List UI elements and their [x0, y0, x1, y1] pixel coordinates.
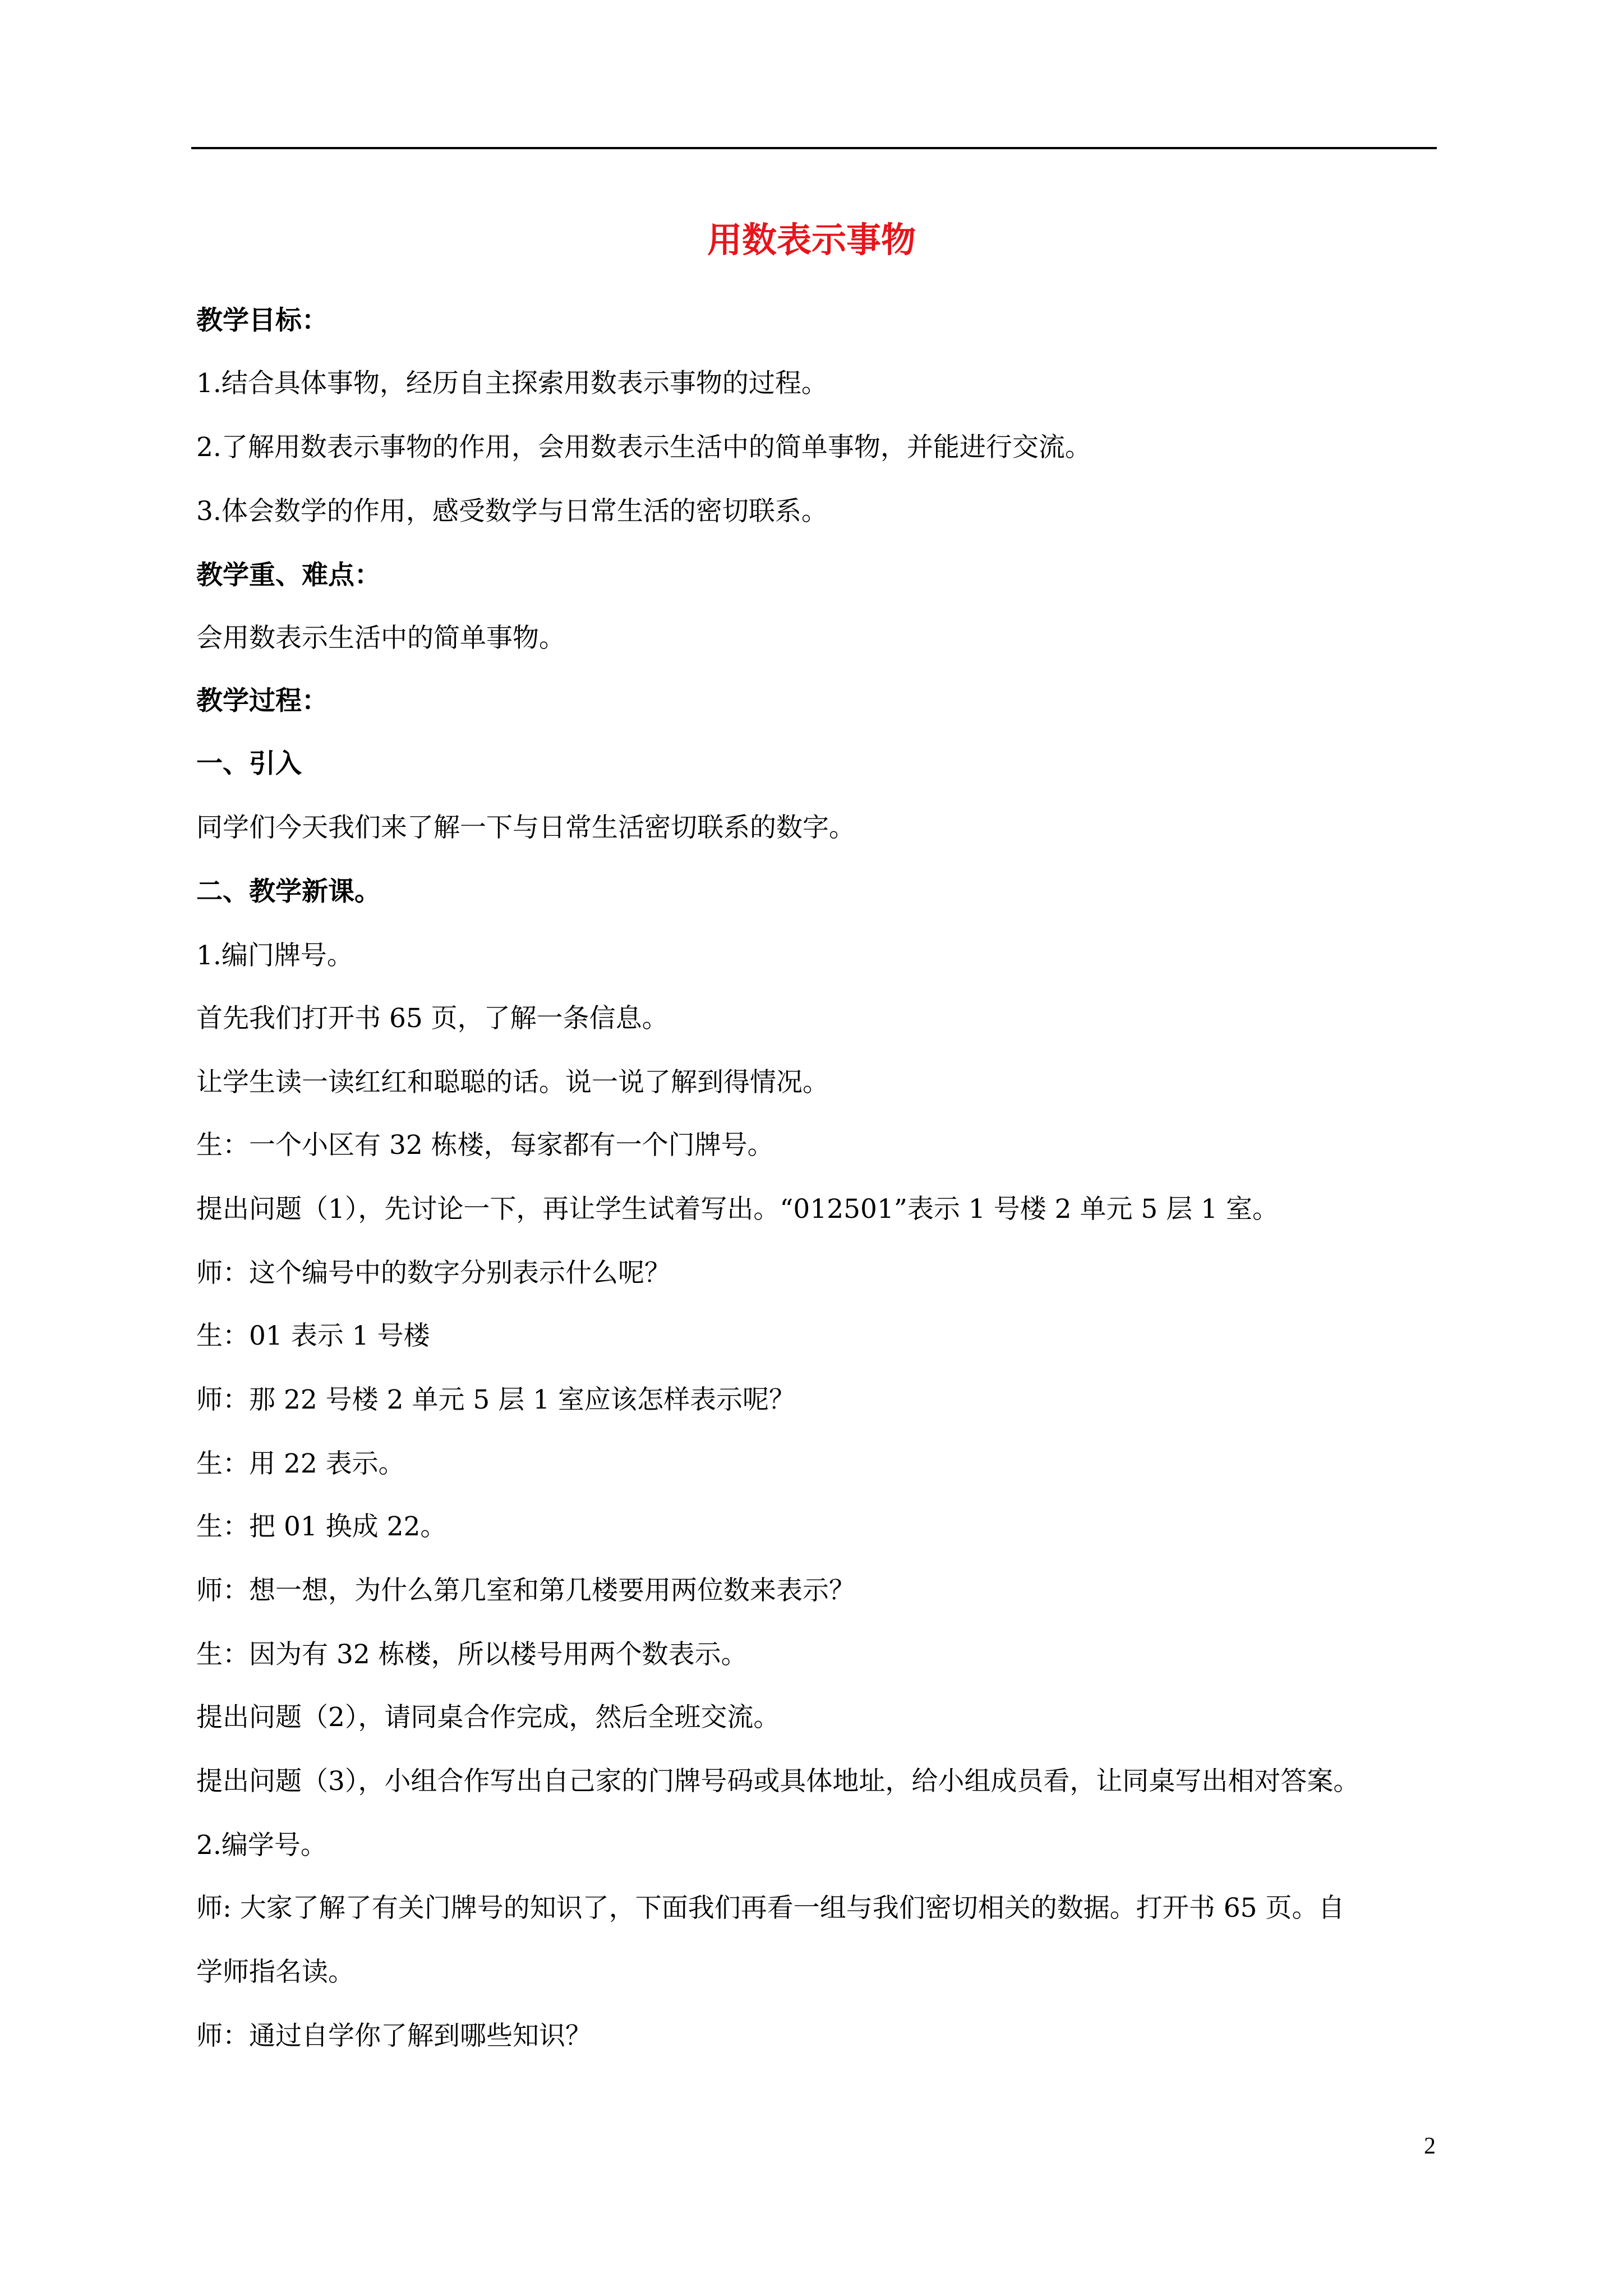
paragraph-line: 2.编学号。 [196, 1830, 327, 1861]
paragraph-line: 提出问题（3），小组合作写出自己家的门牌号码或具体地址，给小组成员看，让同桌写出相对答案。 [196, 1766, 1360, 1797]
header-rule [191, 147, 1437, 149]
paragraph-line: 让学生读一读红红和聪聪的话。说一说了解到得情况。 [196, 1067, 829, 1098]
paragraph-line: 提出问题（2），请同桌合作完成，然后全班交流。 [196, 1702, 780, 1733]
paragraph-line: 首先我们打开书 65 页，了解一条信息。 [196, 1003, 668, 1034]
paragraph-line: 2.了解用数表示事物的作用，会用数表示生活中的简单事物，并能进行交流。 [196, 432, 1091, 463]
section-heading: 教学重、难点： [196, 560, 381, 591]
section-heading: 二、教学新课。 [196, 876, 381, 907]
paragraph-line: 学师指名读。 [196, 1957, 354, 1987]
section-heading: 教学目标： [196, 305, 328, 336]
paragraph-line: 师：那 22 号楼 2 单元 5 层 1 室应该怎样表示呢？ [196, 1384, 796, 1415]
section-heading: 教学过程： [196, 685, 328, 716]
paragraph-line: 1.编门牌号。 [196, 940, 353, 971]
paragraph-line: 师：想一想，为什么第几室和第几楼要用两位数来表示？ [196, 1575, 855, 1606]
paragraph-line: 1.结合具体事物，经历自主探索用数表示事物的过程。 [196, 368, 828, 399]
paragraph-line: 生：01 表示 1 号楼 [196, 1320, 430, 1351]
paragraph-line: 师：这个编号中的数字分别表示什么呢？ [196, 1258, 671, 1289]
paragraph-line: 3.体会数学的作用，感受数学与日常生活的密切联系。 [196, 496, 828, 527]
paragraph-line: 师：通过自学你了解到哪些知识？ [196, 2021, 592, 2051]
paragraph-line: 生：因为有 32 栋楼，所以楼号用两个数表示。 [196, 1639, 748, 1670]
document-title: 用数表示事物 [707, 219, 916, 260]
paragraph-line: 提出问题（1），先讨论一下，再让学生试着写出。“012501”表示 1 号楼 2 单元 5 层 1 室。 [196, 1194, 1279, 1225]
paragraph-line: 生：一个小区有 32 栋楼，每家都有一个门牌号。 [196, 1130, 774, 1161]
paragraph-line: 同学们今天我们来了解一下与日常生活密切联系的数字。 [196, 812, 855, 843]
section-heading: 一、引入 [196, 748, 302, 779]
paragraph-line: 生：把 01 换成 22。 [196, 1511, 447, 1542]
paragraph-line: 会用数表示生活中的简单事物。 [196, 623, 565, 654]
paragraph-line: 生：用 22 表示。 [196, 1448, 405, 1479]
paragraph-line: 师: 大家了解了有关门牌号的知识了，下面我们再看一组与我们密切相关的数据。打开书 65 页。自 [196, 1893, 1345, 1924]
page-number: 2 [1424, 2133, 1436, 2159]
